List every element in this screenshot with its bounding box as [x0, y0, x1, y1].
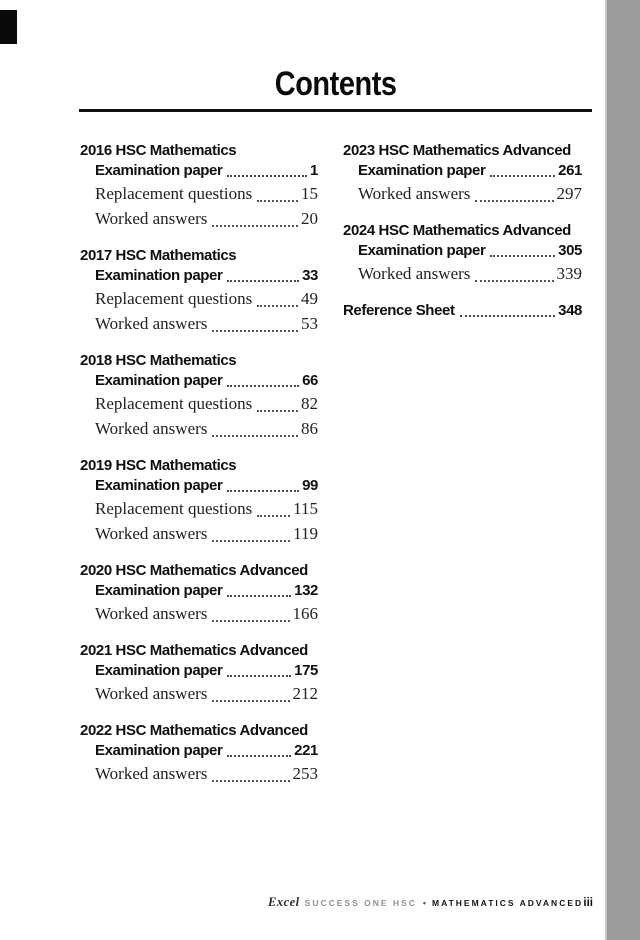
toc-heading-line1: 2019 HSC Mathematics: [80, 457, 237, 474]
toc-entry-label: Worked answers: [95, 604, 208, 623]
dot-leader: [257, 515, 290, 517]
toc-heading-line1: 2020 HSC Mathematics Advanced: [80, 562, 308, 579]
toc-entry-page-number: 82: [301, 394, 318, 413]
toc-heading-line2: Examination paper: [95, 582, 223, 599]
toc-group: [80, 456, 318, 546]
footer-brand-excel: Excel: [268, 895, 300, 909]
toc-group: [80, 246, 318, 336]
toc-entry-page-number: 86: [301, 419, 318, 438]
toc-entry-row: [343, 181, 582, 206]
toc-entry-page-number: 49: [301, 289, 318, 308]
dot-leader: [227, 175, 307, 177]
footer-separator-bullet: •: [422, 898, 427, 908]
toc-entry-page-number: 253: [292, 764, 318, 783]
toc-page-number: 33: [302, 267, 318, 284]
dot-leader: [460, 315, 556, 317]
toc-entry-row: [343, 261, 582, 286]
toc-entry-label: Worked answers: [358, 264, 471, 283]
toc-group: [343, 301, 582, 321]
dot-leader: [212, 330, 298, 332]
toc-heading-line2-row: [80, 661, 318, 681]
dot-leader: [257, 200, 298, 202]
dot-leader: [475, 280, 553, 282]
toc-page-number: 99: [302, 477, 318, 494]
dot-leader: [212, 225, 298, 227]
toc-heading-line2-row: [343, 241, 582, 261]
toc-group: [80, 351, 318, 441]
dot-leader: [212, 540, 290, 542]
toc-heading-line1: 2022 HSC Mathematics Advanced: [80, 722, 308, 739]
toc-heading-line1: 2023 HSC Mathematics Advanced: [343, 142, 571, 159]
toc-entry-row: [80, 416, 318, 441]
toc-group: [80, 141, 318, 231]
page-edge-shadow: [605, 0, 640, 940]
toc-heading-line2: Examination paper: [95, 267, 223, 284]
toc-entry-row: [80, 601, 318, 626]
toc-page-number: 132: [294, 582, 318, 599]
toc-page-number: 221: [294, 742, 318, 759]
dot-leader: [212, 780, 289, 782]
toc-group: [343, 141, 582, 206]
toc-page-number: 348: [558, 302, 582, 319]
toc-heading-line2-row: [80, 266, 318, 286]
toc-group: [343, 221, 582, 286]
footer: [268, 895, 593, 910]
footer-series-title: MATHEMATICS ADVANCED: [432, 898, 584, 908]
toc-entry-label: Worked answers: [95, 209, 208, 228]
toc-page-number: 1: [310, 162, 318, 179]
toc-heading-line2-row: [80, 581, 318, 601]
toc-group: [80, 561, 318, 626]
toc-entry-row: [80, 181, 318, 206]
toc-entry-row: [80, 391, 318, 416]
toc-page-number: 66: [302, 372, 318, 389]
toc-page-number: 175: [294, 662, 318, 679]
dot-leader: [227, 675, 291, 677]
dot-leader: [227, 280, 299, 282]
toc-heading-line2: Examination paper: [358, 162, 486, 179]
toc-heading-line2: Examination paper: [95, 162, 223, 179]
toc-heading-line1: 2021 HSC Mathematics Advanced: [80, 642, 308, 659]
toc-group: [80, 721, 318, 786]
dot-leader: [212, 700, 289, 702]
toc-entry-label: Worked answers: [358, 184, 471, 203]
toc-heading-line2: Examination paper: [358, 242, 486, 259]
toc-entry-label: Worked answers: [95, 764, 208, 783]
toc-heading-line2-row: [80, 741, 318, 761]
toc-heading-label: Reference Sheet: [343, 302, 455, 319]
toc-entry-page-number: 20: [301, 209, 318, 228]
footer-page-number: iii: [583, 897, 593, 909]
toc-heading-line2: Examination paper: [95, 477, 223, 494]
toc-column-right: [343, 141, 582, 336]
toc-entry-label: Worked answers: [95, 419, 208, 438]
toc-entry-page-number: 115: [293, 499, 318, 518]
dot-leader: [227, 755, 291, 757]
toc-entry-row: [80, 206, 318, 231]
toc-entry-label: Worked answers: [95, 524, 208, 543]
toc-heading-line1: 2024 HSC Mathematics Advanced: [343, 222, 571, 239]
toc-entry-label: Replacement questions: [95, 184, 253, 203]
toc-heading-line2: Examination paper: [95, 742, 223, 759]
dot-leader: [475, 200, 553, 202]
toc-entry-label: Worked answers: [95, 684, 208, 703]
toc-heading-line1: 2018 HSC Mathematics: [80, 352, 237, 369]
toc-entry-page-number: 166: [292, 604, 318, 623]
toc-entry-row: [80, 311, 318, 336]
toc-entry-page-number: 15: [301, 184, 318, 203]
page-title-wrap: [79, 66, 592, 102]
page-corner-tab: [0, 10, 17, 44]
toc-page-number: 305: [558, 242, 582, 259]
toc-entry-row: [80, 681, 318, 706]
toc-column-left: [80, 141, 318, 801]
toc-entry-label: Replacement questions: [95, 289, 253, 308]
toc-entry-page-number: 119: [293, 524, 318, 543]
toc-heading-row: [343, 301, 582, 321]
toc-heading-line2: Examination paper: [95, 372, 223, 389]
toc-heading-line1: 2017 HSC Mathematics: [80, 247, 237, 264]
toc-entry-row: [80, 521, 318, 546]
title-rule: [79, 109, 592, 112]
toc-entry-page-number: 212: [292, 684, 318, 703]
toc-entry-row: [80, 496, 318, 521]
page-title: Contents: [274, 65, 397, 103]
toc-heading-line2-row: [343, 161, 582, 181]
dot-leader: [257, 305, 298, 307]
footer-brand-rest: SUCCESS ONE HSC: [304, 898, 417, 908]
dot-leader: [212, 435, 298, 437]
toc-page-number: 261: [558, 162, 582, 179]
toc-group: [80, 641, 318, 706]
toc-entry-row: [80, 761, 318, 786]
dot-leader: [490, 255, 555, 257]
toc-entry-page-number: 53: [301, 314, 318, 333]
toc-entry-row: [80, 286, 318, 311]
toc-heading-line2-row: [80, 476, 318, 496]
toc-entry-page-number: 297: [556, 184, 582, 203]
dot-leader: [227, 385, 299, 387]
toc-heading-line2-row: [80, 371, 318, 391]
toc-heading-line1: 2016 HSC Mathematics: [80, 142, 237, 159]
toc-entry-page-number: 339: [556, 264, 582, 283]
dot-leader: [227, 490, 299, 492]
toc-heading-line2-row: [80, 161, 318, 181]
toc-entry-label: Replacement questions: [95, 394, 253, 413]
toc-entry-label: Replacement questions: [95, 499, 253, 518]
dot-leader: [257, 410, 298, 412]
dot-leader: [227, 595, 291, 597]
dot-leader: [212, 620, 289, 622]
toc-heading-line2: Examination paper: [95, 662, 223, 679]
toc-entry-label: Worked answers: [95, 314, 208, 333]
dot-leader: [490, 175, 555, 177]
